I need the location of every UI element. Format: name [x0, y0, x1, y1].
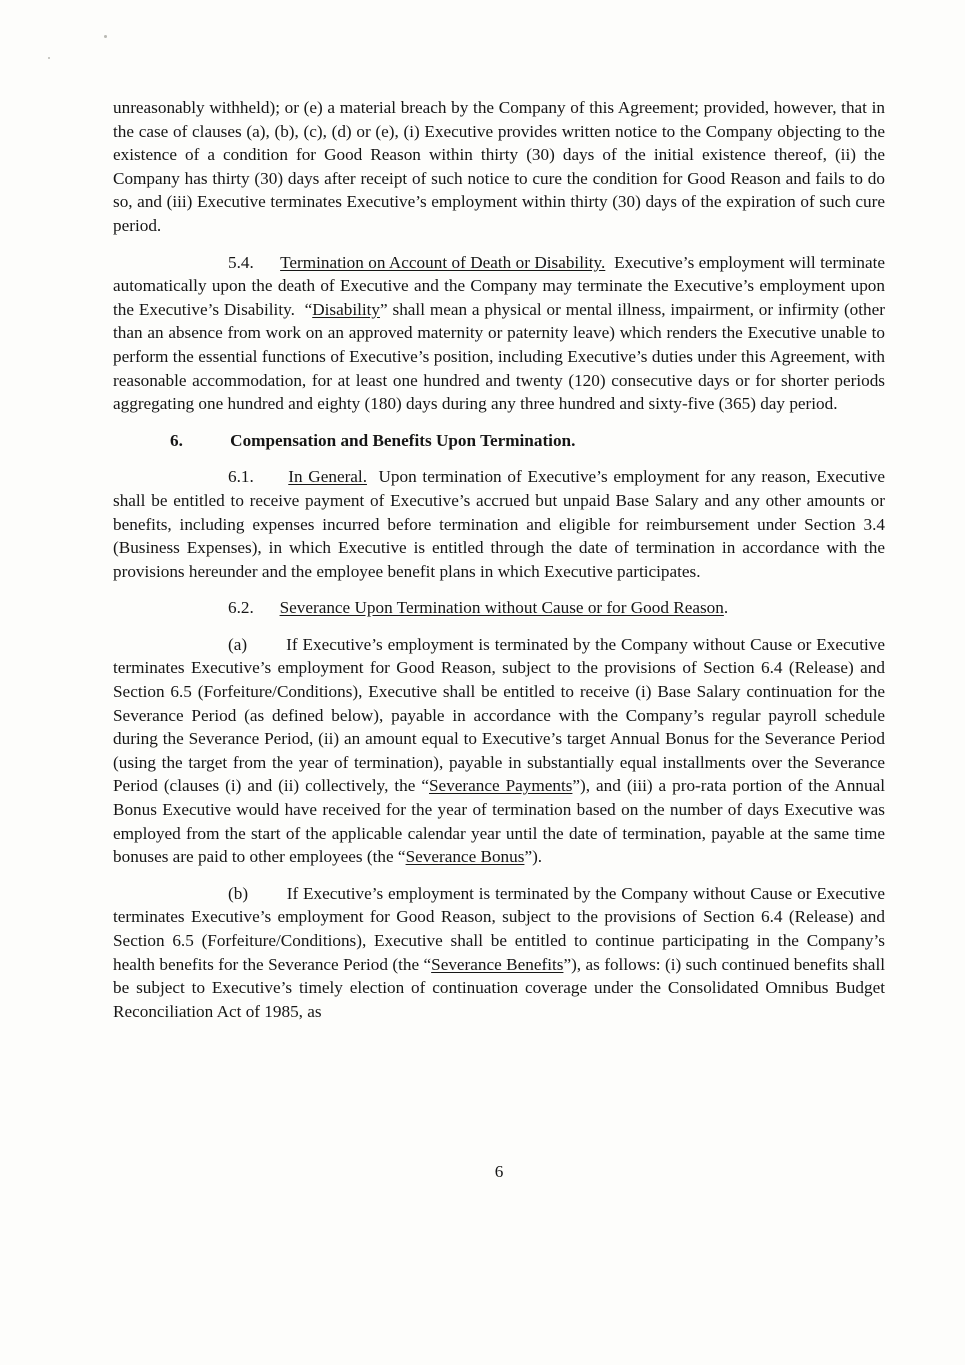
- scan-speck: [48, 57, 50, 59]
- underlined-term: Severance Bonus: [405, 847, 525, 867]
- text-run: unreasonably withheld); or (e) a material breach by the Company of this Agreement; provided, however, that in the case of clauses (a), (b), (c), (d) or (e), (i) Executive provides written notice to the Company objecting to the existence of a condition for Good Reason within thirty (30) days of the initial existence thereof, (ii) the Company has thirty (30) days after receipt of such notice to cure the condition for Good Reason and fails to do so, and (iii) Executive terminates Executive’s employment within thirty (30) days of the expiration of such cure period.: [113, 98, 885, 235]
- underlined-term: Severance Benefits: [431, 954, 564, 974]
- text-run: If Executive’s employment is terminated by the Company without Cause or Executive terminates Executive’s employment for Good Reason, subject to the provisions of Section 6.4 (Release) and Section 6.5 (Forfeiture/Conditions), Executive shall be entitled to receive (i) Base Salary continuation for the Severance Period (as defined below), payable in accordance with the Company’s regular payroll schedule during the Severance Period, (ii) an amount equal to Executive’s target Annual Bonus for the Severance Period (using the target from the year of termination), payable in substantially equal installments over the Severance Period (clauses (i) and (ii) collectively, the “: [113, 634, 885, 796]
- text-run: ”), as follows: (i) such continued benefits shall be subject to Executive’s timely election of continuation coverage under the Consolidated Omnibus Budget Reconciliation Act of 1985, as: [113, 954, 885, 1021]
- scan-speck: [104, 35, 107, 38]
- text-run: 6.1.: [228, 467, 289, 487]
- text-run: (b): [228, 883, 287, 903]
- text-run: (a): [228, 634, 287, 654]
- text-run: .: [723, 598, 729, 618]
- underlined-term: Severance Upon Termination without Cause or for Good Reason: [279, 598, 724, 618]
- underlined-term: Severance Payments: [429, 776, 573, 796]
- text-run: Upon termination of Executive’s employment for any reason, Executive shall be entitled to receive payment of Executive’s accrued but unpaid Base Salary and any other amounts or benefits, including expenses incurred before termination and eligible for reimbursement under Section 3.4 (Business Expenses), in which Executive is entitled through the date of termination in accordance with the provisions hereunder and the employee benefit plans in which Executive participates.: [113, 467, 885, 581]
- page-number: 6: [494, 1162, 504, 1181]
- text-run: 5.4.: [228, 252, 281, 272]
- text-run: Compensation and Benefits Upon Termination.: [230, 430, 576, 450]
- paragraph-continuation: [113, 96, 885, 238]
- text-run: ”), and (iii) a pro-rata portion of the Annual Bonus Executive would have received for the year of termination based on the number of days Executive was employed from the start of the applicable calendar year until the date of termination, payable at the same time bonuses are paid to other employees (the “: [113, 776, 886, 867]
- paragraph-section-6-1: [113, 465, 885, 583]
- paragraph-section-6-2-b: [113, 882, 885, 1024]
- text-run: 6.2.: [228, 598, 280, 618]
- page-content: [113, 96, 885, 1036]
- text-run: If Executive’s employment is terminated by the Company without Cause or Executive terminates Executive’s employment for Good Reason, subject to the provisions of Section 6.4 (Release) and Section 6.5 (Forfeiture/Conditions), Executive shall be entitled to continue participating in the Company’s health benefits for the Severance Period (the “: [113, 883, 885, 974]
- heading-section-6-2: [113, 596, 885, 620]
- paragraph-section-6-2-a: [113, 633, 885, 869]
- text-run: ”).: [524, 847, 543, 867]
- text-run: ” shall mean a physical or mental illness, impairment, or infirmity (other than an absence from work on an approved maternity or paternity leave) which renders the Executive unable to perform the essential functions of Executive’s position, including Executive’s duties under this Agreement, with reasonable accommodation, for at least one hundred and twenty (120) consecutive days or for shorter periods aggregating one hundred and eighty (180) days during any three hundred and sixty-five (365) day period.: [113, 299, 885, 414]
- text-run: 6.: [170, 430, 231, 450]
- text-run: Executive’s employment will terminate automatically upon the death of Executive and the Company may terminate the Executive’s employment upon the Executive’s Disability. “: [113, 252, 885, 319]
- underlined-term: In General.: [288, 467, 367, 487]
- heading-section-6: [113, 429, 885, 453]
- underlined-term: Disability: [312, 299, 381, 319]
- underlined-term: Termination on Account of Death or Disability.: [280, 252, 606, 272]
- paragraph-section-5-4: [113, 251, 885, 416]
